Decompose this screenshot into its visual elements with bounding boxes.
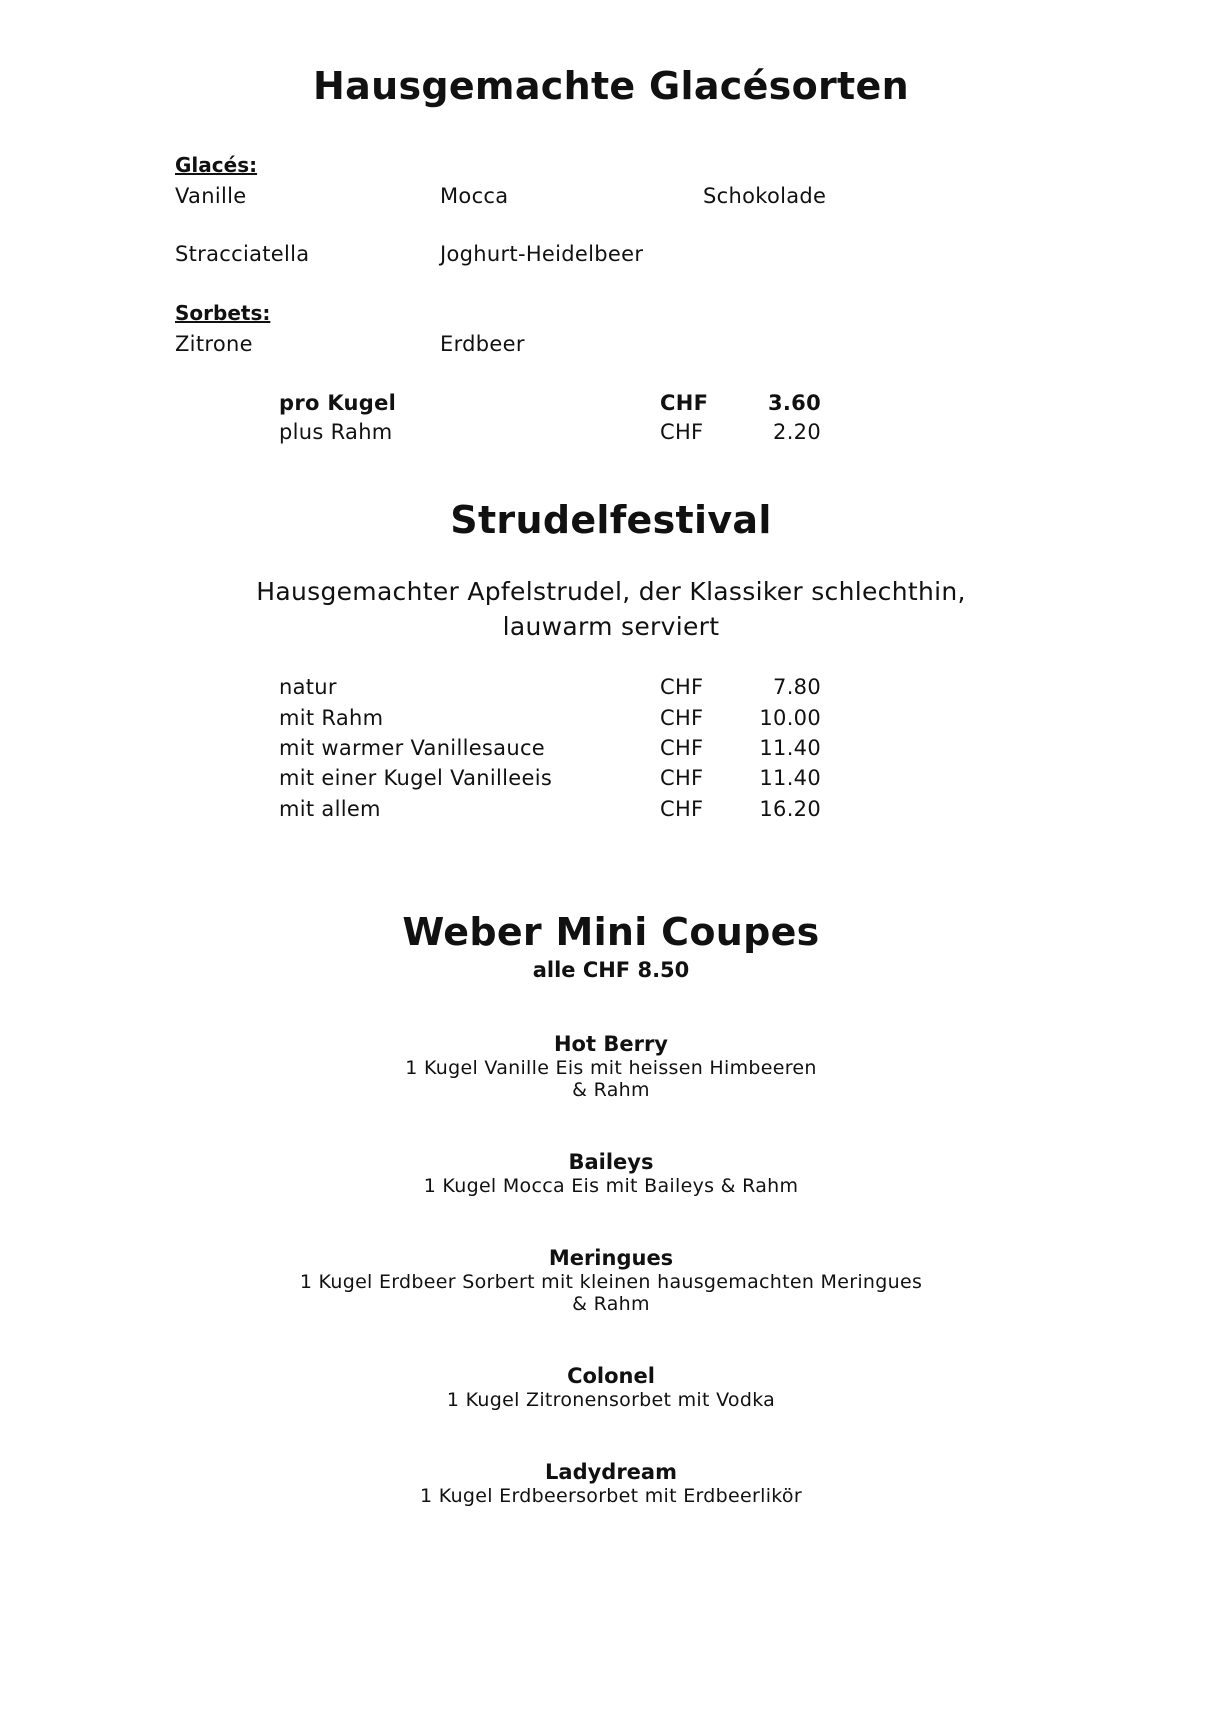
coupes-title: Weber Mini Coupes	[402, 910, 820, 954]
coupe-description: 1 Kugel Erdbeer Sorbert mit kleinen hausgemachten Meringues	[299, 1271, 923, 1293]
price-value: 2.20	[773, 420, 821, 444]
strudel-title: Strudelfestival	[450, 498, 772, 542]
strudel-item-price: 10.00	[759, 706, 821, 730]
sorbet-flavor: Zitrone	[175, 332, 253, 356]
strudel-item-label: mit Rahm	[279, 706, 384, 730]
strudel-item-price: 11.40	[759, 766, 821, 790]
coupe-name: Colonel	[567, 1364, 655, 1388]
strudel-intro: Hausgemachter Apfelstrudel, der Klassiker schlechthin,	[256, 577, 966, 606]
strudel-item-currency: CHF	[660, 675, 704, 699]
glace-flavor: Schokolade	[703, 184, 827, 208]
coupe-name: Meringues	[548, 1246, 674, 1270]
strudel-item-currency: CHF	[660, 766, 704, 790]
price-currency: CHF	[660, 420, 704, 444]
coupe-description: 1 Kugel Mocca Eis mit Baileys & Rahm	[423, 1175, 799, 1197]
coupe-name: Hot Berry	[553, 1032, 668, 1056]
coupe-description: & Rahm	[572, 1293, 650, 1315]
glace-flavor: Joghurt-Heidelbeer	[440, 242, 644, 266]
price-value: 3.60	[767, 391, 821, 415]
strudel-item-label: mit warmer Vanillesauce	[279, 736, 546, 760]
coupe-description: 1 Kugel Erdbeersorbet mit Erdbeerlikör	[420, 1485, 802, 1507]
price-label: plus Rahm	[279, 420, 393, 444]
sorbet-flavor: Erdbeer	[440, 332, 525, 356]
strudel-item-currency: CHF	[660, 736, 704, 760]
glace-title: Hausgemachte Glacésorten	[313, 64, 909, 108]
coupes-subtitle: alle CHF 8.50	[532, 958, 690, 982]
price-currency: CHF	[660, 391, 709, 415]
strudel-item-price: 11.40	[759, 736, 821, 760]
sorbets-label: Sorbets:	[175, 301, 271, 325]
coupe-name: Ladydream	[545, 1460, 677, 1484]
strudel-item-label: mit allem	[279, 797, 381, 821]
strudel-item-label: natur	[279, 675, 337, 699]
price-label: pro Kugel	[279, 391, 397, 415]
coupe-description: & Rahm	[572, 1079, 650, 1101]
strudel-item-currency: CHF	[660, 797, 704, 821]
glace-flavor: Mocca	[440, 184, 509, 208]
strudel-intro: lauwarm serviert	[502, 612, 720, 641]
coupe-description: 1 Kugel Vanille Eis mit heissen Himbeeren	[405, 1057, 817, 1079]
glace-flavor: Stracciatella	[175, 242, 310, 266]
glaces-label: Glacés:	[175, 153, 258, 177]
strudel-item-label: mit einer Kugel Vanilleeis	[279, 766, 553, 790]
strudel-item-currency: CHF	[660, 706, 704, 730]
coupe-name: Baileys	[568, 1150, 654, 1174]
strudel-item-price: 16.20	[759, 797, 821, 821]
coupe-description: 1 Kugel Zitronensorbet mit Vodka	[446, 1389, 776, 1411]
glace-flavor: Vanille	[175, 184, 247, 208]
strudel-item-price: 7.80	[773, 675, 821, 699]
